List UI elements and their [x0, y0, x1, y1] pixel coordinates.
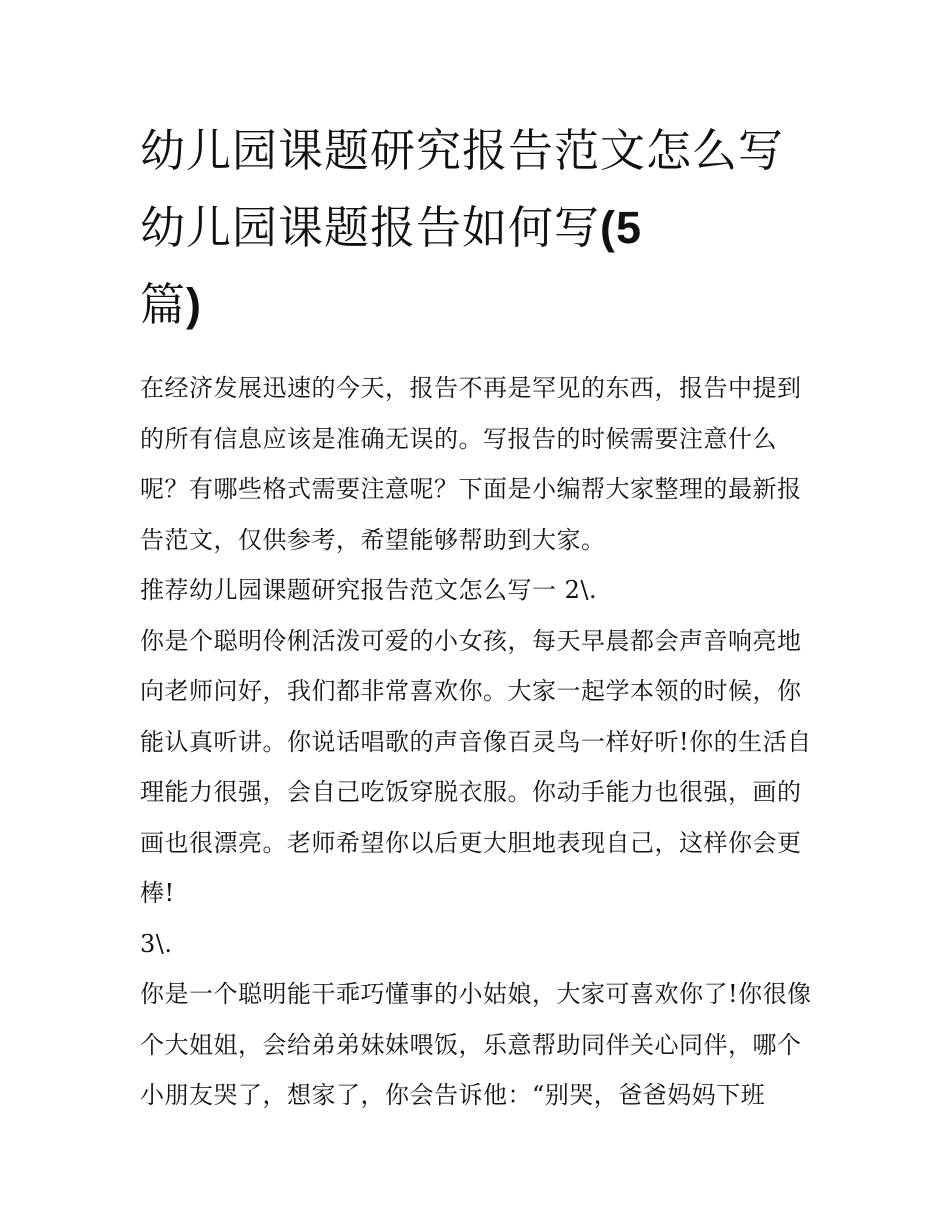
document-page: [140, 0, 820, 1121]
paragraph-intro: 在经济发展迅速的今天，报告不再是罕见的东西，报告中提到的所有信息应该是准确无误的。写报告的时候需要注意什么呢？有哪些格式需要注意呢？下面是小编帮大家整理的最新报告范文，仅供参考，希望能够帮助到大家。: [140, 374, 802, 554]
document-body: [140, 363, 820, 1121]
title-close-paren: ): [186, 279, 203, 330]
title-text: 幼儿园课题研究报告范文怎么写 幼儿园课题报告如何写: [140, 124, 785, 254]
paragraph-comment-3: 你是一个聪明能干乖巧懂事的小姑娘，大家可喜欢你了!你很像个大姐姐，会给弟弟妹妹喂饭，乐意帮助同伴关心同伴，哪个小朋友哭了，想家了，你会告诉他：“别哭，爸爸妈妈下班: [140, 980, 812, 1109]
paragraph-comment-2: 你是个聪明伶俐活泼可爱的小女孩，每天早晨都会声音响亮地向老师问好，我们都非常喜欢你。大家一起学本领的时候，你能认真听讲。你说话唱歌的声音像百灵鸟一样好听!你的生活自理能力很强，会自己吃饭穿脱衣服。你动手能力也很强，画的画也很漂亮。老师希望你以后更大胆地表现自己，这样你会更棒!: [140, 626, 812, 907]
paragraph-number-3: 3\.: [140, 929, 173, 958]
paragraph-section-heading: 推荐幼儿园课题研究报告范文怎么写一 2\.: [140, 576, 598, 604]
title-suffix: 篇: [140, 278, 187, 331]
document-title: [140, 112, 820, 343]
title-count: (5: [600, 202, 643, 253]
